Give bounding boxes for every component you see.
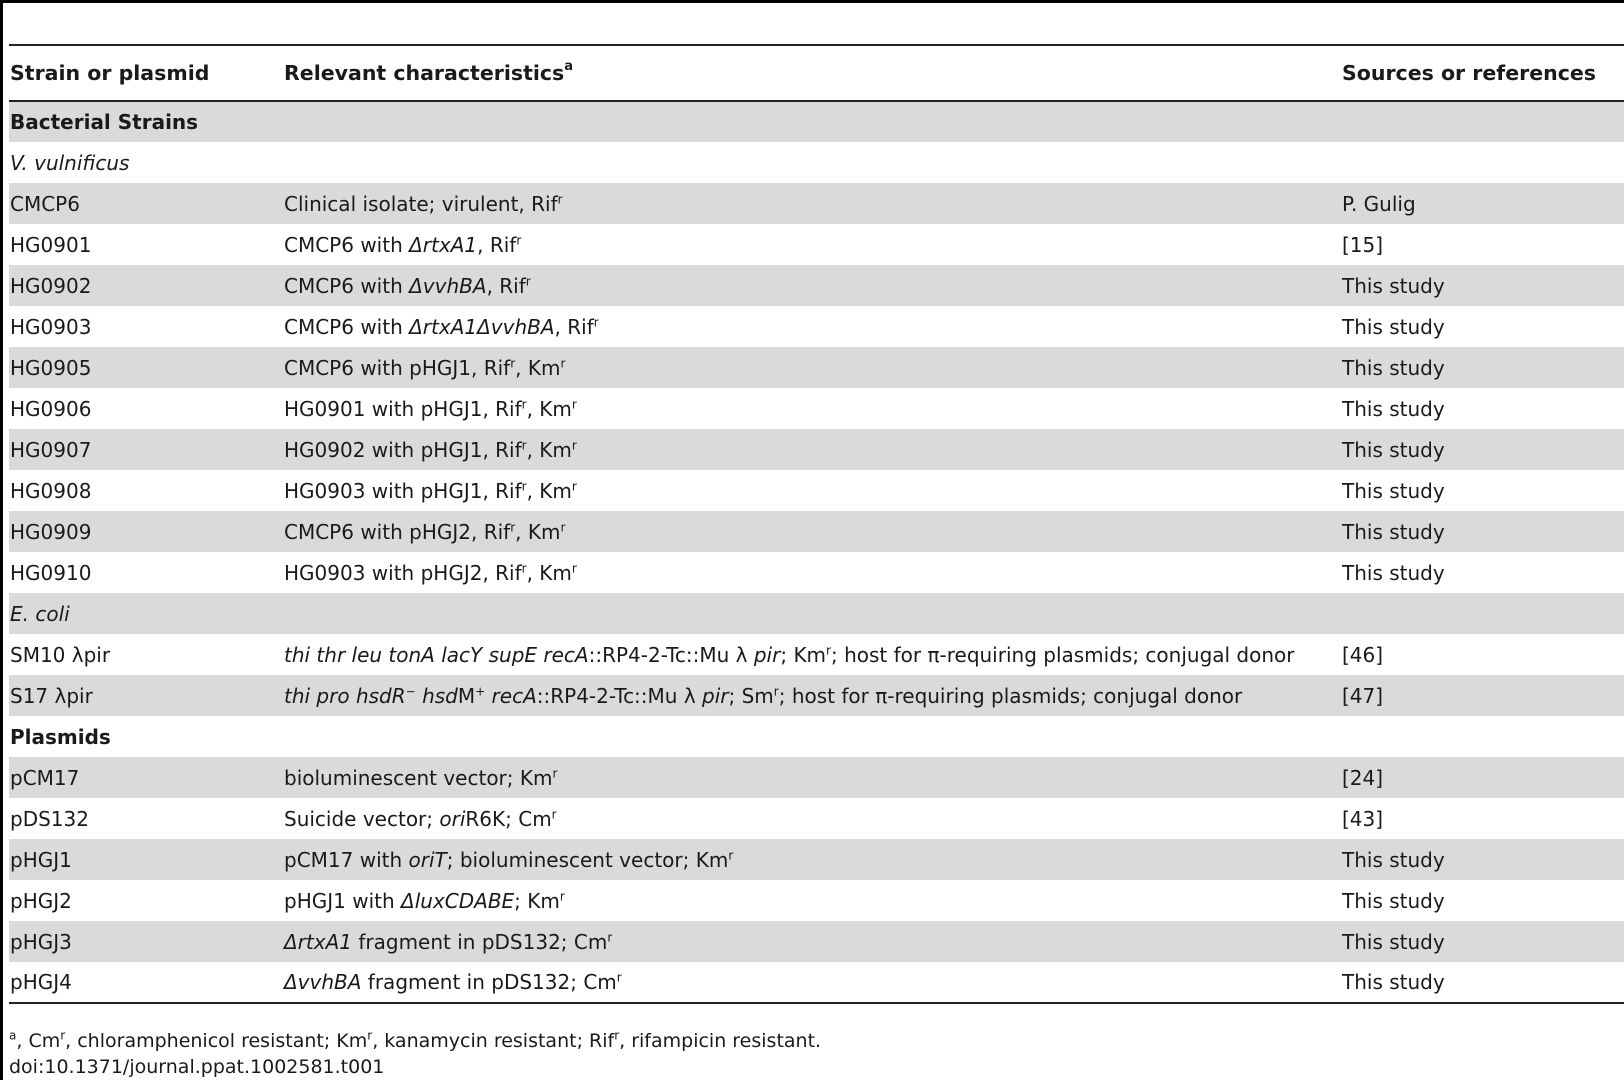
doi-text: doi:10.1371/journal.ppat.1002581.t001 xyxy=(9,1056,385,1078)
characteristics-cell xyxy=(283,306,1341,347)
characteristics-italic-text: oriT xyxy=(408,847,447,872)
source-text: P. Gulig xyxy=(1342,191,1416,216)
section-header-row xyxy=(9,101,1624,142)
characteristics-italic-text: pir xyxy=(702,683,729,708)
characteristics-italic-text: ΔvvhBA xyxy=(284,970,362,994)
characteristics-superscript: r xyxy=(773,683,779,698)
source-text: This study xyxy=(1342,970,1445,994)
source-text: [46] xyxy=(1342,642,1384,667)
source-cell xyxy=(1341,757,1624,798)
characteristics-superscript: − xyxy=(405,683,416,698)
characteristics-text: pCM17 with xyxy=(284,847,409,872)
characteristics-cell xyxy=(283,224,1341,265)
strain-name-text: HG0908 xyxy=(10,478,92,503)
strain-name-cell xyxy=(9,470,283,511)
source-cell xyxy=(1341,962,1624,1003)
strain-name-text: E. coli xyxy=(10,601,70,626)
characteristics-superscript: + xyxy=(475,683,486,698)
characteristics-superscript: r xyxy=(560,355,566,370)
footnote-text: , chloramphenicol resistant; Km xyxy=(65,1030,368,1052)
characteristics-text: , Km xyxy=(515,355,561,380)
characteristics-superscript: r xyxy=(525,273,531,288)
source-cell xyxy=(1341,470,1624,511)
characteristics-superscript: r xyxy=(521,437,527,452)
table-row xyxy=(9,470,1624,511)
header-sources-or-references xyxy=(1341,45,1624,101)
strain-name-cell xyxy=(9,101,283,142)
characteristics-cell xyxy=(283,429,1341,470)
characteristics-italic-text: ΔrtxA1 xyxy=(409,232,478,257)
header-col2-footnote-marker: a xyxy=(564,59,574,75)
characteristics-superscript: r xyxy=(571,396,577,411)
characteristics-cell xyxy=(283,388,1341,429)
characteristics-text: CMCP6 with xyxy=(284,232,410,257)
source-text: [47] xyxy=(1342,683,1384,708)
strain-name-cell xyxy=(9,429,283,470)
strain-name-cell xyxy=(9,757,283,798)
header-col1-label: Strain or plasmid xyxy=(10,61,210,85)
strain-name-text: CMCP6 xyxy=(10,191,80,216)
footnote-text: , Cm xyxy=(16,1030,61,1052)
strain-name-cell xyxy=(9,634,283,675)
characteristics-text: CMCP6 with pHGJ2, Rif xyxy=(284,519,511,544)
source-cell xyxy=(1341,675,1624,716)
characteristics-italic-text: ΔrtxA1ΔvvhBA xyxy=(409,314,555,339)
characteristics-text: ::RP4-2-Tc::Mu λ xyxy=(536,683,703,708)
characteristics-cell xyxy=(283,470,1341,511)
source-text: This study xyxy=(1342,355,1445,380)
characteristics-cell xyxy=(283,839,1341,880)
source-text: [24] xyxy=(1342,765,1384,790)
characteristics-superscript: r xyxy=(560,519,566,534)
source-cell xyxy=(1341,839,1624,880)
table-row xyxy=(9,798,1624,839)
strain-name-cell xyxy=(9,388,283,429)
source-cell xyxy=(1341,880,1624,921)
strain-name-text: HG0910 xyxy=(10,560,92,585)
strain-name-cell xyxy=(9,962,283,1003)
table-row xyxy=(9,388,1624,429)
characteristics-text: ; Km xyxy=(780,642,827,667)
characteristics-text: R6K; Cm xyxy=(465,806,552,831)
table-row xyxy=(9,347,1624,388)
characteristics-cell xyxy=(283,265,1341,306)
source-text: This study xyxy=(1342,314,1445,339)
strain-name-text: HG0907 xyxy=(10,437,92,462)
strain-name-text: SM10 λpir xyxy=(10,642,111,667)
strain-name-cell xyxy=(9,716,283,757)
characteristics-cell xyxy=(283,716,1341,757)
strain-name-cell xyxy=(9,675,283,716)
footnote-superscript: r xyxy=(614,1028,620,1043)
characteristics-superscript: r xyxy=(510,519,516,534)
characteristics-superscript: r xyxy=(607,929,613,944)
characteristics-superscript: r xyxy=(571,437,577,452)
source-cell xyxy=(1341,183,1624,224)
characteristics-italic-text: ΔrtxA1 xyxy=(284,929,352,954)
source-cell xyxy=(1341,593,1624,634)
strain-name-text: HG0909 xyxy=(10,519,92,544)
top-border-rule xyxy=(0,0,1624,3)
characteristics-cell xyxy=(283,921,1341,962)
table-body xyxy=(9,101,1624,1003)
strain-name-cell xyxy=(9,347,283,388)
characteristics-cell xyxy=(283,183,1341,224)
table-row xyxy=(9,183,1624,224)
header-col2-label: Relevant characteristics xyxy=(284,61,565,85)
source-text: [15] xyxy=(1342,232,1384,257)
characteristics-text: Suicide vector; xyxy=(284,806,440,831)
characteristics-cell xyxy=(283,675,1341,716)
section-header-row xyxy=(9,716,1624,757)
source-cell xyxy=(1341,347,1624,388)
strain-name-text: pHGJ4 xyxy=(10,970,72,994)
characteristics-superscript: r xyxy=(510,355,516,370)
strain-name-cell xyxy=(9,880,283,921)
characteristics-text: , Km xyxy=(526,478,572,503)
characteristics-text: bioluminescent vector; Km xyxy=(284,765,553,790)
characteristics-text: HG0901 with pHGJ1, Rif xyxy=(284,396,522,421)
characteristics-superscript: r xyxy=(557,191,563,206)
characteristics-cell xyxy=(283,880,1341,921)
source-text: This study xyxy=(1342,929,1445,954)
footnote-superscript: r xyxy=(367,1028,373,1043)
source-cell xyxy=(1341,265,1624,306)
source-cell xyxy=(1341,142,1624,183)
characteristics-text: CMCP6 with xyxy=(284,314,410,339)
header-col3-label: Sources or references xyxy=(1342,61,1596,85)
left-border-rule xyxy=(0,0,3,1080)
characteristics-superscript: r xyxy=(593,314,599,329)
table-row xyxy=(9,880,1624,921)
strain-name-text: V. vulnificus xyxy=(10,150,130,175)
source-text: This study xyxy=(1342,519,1445,544)
strain-name-text: HG0903 xyxy=(10,314,92,339)
characteristics-italic-text: ori xyxy=(439,806,466,831)
characteristics-cell xyxy=(283,962,1341,1003)
characteristics-text: M xyxy=(457,683,476,708)
characteristics-text: CMCP6 with xyxy=(284,273,410,298)
characteristics-text: , Rif xyxy=(486,273,526,298)
characteristics-italic-text: ΔluxCDABE xyxy=(401,888,515,913)
strain-name-cell xyxy=(9,183,283,224)
source-text: This study xyxy=(1342,560,1445,585)
source-text: This study xyxy=(1342,888,1445,913)
characteristics-cell xyxy=(283,757,1341,798)
strains-plasmids-table-container xyxy=(9,44,1624,1004)
characteristics-superscript: r xyxy=(826,642,831,657)
strain-name-cell xyxy=(9,224,283,265)
source-cell xyxy=(1341,552,1624,593)
characteristics-cell xyxy=(283,798,1341,839)
source-text: This study xyxy=(1342,437,1445,462)
characteristics-text: , Km xyxy=(526,396,572,421)
table-row xyxy=(9,306,1624,347)
footnote-superscript: a xyxy=(9,1028,17,1043)
strain-name-text: Plasmids xyxy=(10,724,111,749)
strain-name-cell xyxy=(9,552,283,593)
organism-group-row xyxy=(9,593,1624,634)
characteristics-superscript: r xyxy=(571,478,577,493)
table-row xyxy=(9,634,1624,675)
characteristics-superscript: r xyxy=(516,232,522,247)
characteristics-cell xyxy=(283,511,1341,552)
characteristics-superscript: r xyxy=(521,560,527,575)
characteristics-text: ::RP4-2-Tc::Mu λ xyxy=(588,642,754,667)
strain-name-text: HG0901 xyxy=(10,232,92,257)
footnote-text: , rifampicin resistant. xyxy=(619,1030,822,1052)
characteristics-text: , Rif xyxy=(554,314,594,339)
table-row xyxy=(9,511,1624,552)
source-text: This study xyxy=(1342,273,1445,298)
table-row xyxy=(9,921,1624,962)
characteristics-text: ; Sm xyxy=(728,683,774,708)
characteristics-superscript: r xyxy=(521,478,527,493)
table-footnote xyxy=(9,1028,821,1054)
strain-name-cell xyxy=(9,798,283,839)
characteristics-text: HG0903 with pHGJ2, Rif xyxy=(284,560,522,585)
characteristics-cell xyxy=(283,634,1341,675)
characteristics-italic-text: ΔvvhBA xyxy=(409,273,487,298)
strain-name-text: HG0906 xyxy=(10,396,92,421)
characteristics-text: fragment in pDS132; Cm xyxy=(352,929,608,954)
characteristics-text: pHGJ1 with xyxy=(284,888,402,913)
table-row xyxy=(9,757,1624,798)
characteristics-superscript: r xyxy=(728,847,734,862)
characteristics-superscript: r xyxy=(551,806,557,821)
table-row xyxy=(9,224,1624,265)
characteristics-text: , Rif xyxy=(477,232,517,257)
characteristics-text: ; host for π-requiring plasmids; conjugal donor xyxy=(778,683,1243,708)
characteristics-text: , Km xyxy=(515,519,561,544)
footnote-text: , kanamycin resistant; Rif xyxy=(372,1030,615,1052)
characteristics-italic-text: thi thr leu tonA lacY supE recA xyxy=(284,642,589,667)
characteristics-cell xyxy=(283,593,1341,634)
strain-name-cell xyxy=(9,265,283,306)
strain-name-text: Bacterial Strains xyxy=(10,110,199,134)
strain-name-text: pHGJ3 xyxy=(10,929,72,954)
characteristics-italic-text: hsd xyxy=(422,683,458,708)
characteristics-text: , Km xyxy=(526,437,572,462)
source-cell xyxy=(1341,798,1624,839)
table-row xyxy=(9,962,1624,1003)
source-text: This study xyxy=(1342,478,1445,503)
characteristics-cell xyxy=(283,101,1341,142)
strain-name-text: S17 λpir xyxy=(10,683,93,708)
strain-name-cell xyxy=(9,593,283,634)
source-text: This study xyxy=(1342,396,1445,421)
table-row xyxy=(9,839,1624,880)
strain-name-cell xyxy=(9,921,283,962)
source-cell xyxy=(1341,921,1624,962)
characteristics-text: HG0902 with pHGJ1, Rif xyxy=(284,437,522,462)
table-row xyxy=(9,429,1624,470)
characteristics-text: ; Km xyxy=(514,888,560,913)
characteristics-text: HG0903 with pHGJ1, Rif xyxy=(284,478,522,503)
strain-name-text: pDS132 xyxy=(10,806,89,831)
strain-name-text: HG0902 xyxy=(10,273,92,298)
strain-name-text: HG0905 xyxy=(10,355,92,380)
source-cell xyxy=(1341,306,1624,347)
characteristics-text: , Km xyxy=(526,560,572,585)
characteristics-cell xyxy=(283,142,1341,183)
table-row xyxy=(9,552,1624,593)
strain-name-cell xyxy=(9,142,283,183)
header-strain-or-plasmid xyxy=(9,45,283,101)
characteristics-text: ; host for π-requiring plasmids; conjugal donor xyxy=(830,642,1295,667)
strain-name-cell xyxy=(9,839,283,880)
strains-plasmids-table xyxy=(9,44,1624,1004)
table-header xyxy=(9,45,1624,101)
strain-name-cell xyxy=(9,511,283,552)
characteristics-italic-text: pir xyxy=(753,642,781,667)
table-row xyxy=(9,675,1624,716)
characteristics-italic-text: thi pro hsdR xyxy=(284,683,406,708)
characteristics-italic-text: recA xyxy=(491,683,537,708)
source-cell xyxy=(1341,634,1624,675)
characteristics-superscript: r xyxy=(616,970,622,985)
characteristics-text: fragment in pDS132; Cm xyxy=(361,970,617,994)
characteristics-superscript: r xyxy=(552,765,558,780)
source-cell xyxy=(1341,429,1624,470)
characteristics-text: Clinical isolate; virulent, Rif xyxy=(284,191,558,216)
characteristics-cell xyxy=(283,347,1341,388)
strain-name-text: pCM17 xyxy=(10,765,80,790)
characteristics-text: CMCP6 with pHGJ1, Rif xyxy=(284,355,511,380)
footnote-superscript: r xyxy=(60,1028,66,1043)
characteristics-superscript: r xyxy=(571,560,577,575)
organism-group-row xyxy=(9,142,1624,183)
table-row xyxy=(9,265,1624,306)
characteristics-superscript: r xyxy=(521,396,527,411)
source-text: This study xyxy=(1342,847,1445,872)
source-cell xyxy=(1341,224,1624,265)
characteristics-text: ; bioluminescent vector; Km xyxy=(446,847,729,872)
strain-name-text: pHGJ1 xyxy=(10,847,72,872)
characteristics-superscript: r xyxy=(559,888,565,903)
header-row xyxy=(9,45,1624,101)
source-text: [43] xyxy=(1342,806,1384,831)
strain-name-text: pHGJ2 xyxy=(10,888,72,913)
source-cell xyxy=(1341,511,1624,552)
source-cell xyxy=(1341,101,1624,142)
strain-name-cell xyxy=(9,306,283,347)
characteristics-cell xyxy=(283,552,1341,593)
source-cell xyxy=(1341,716,1624,757)
header-relevant-characteristics xyxy=(283,45,1341,101)
source-cell xyxy=(1341,388,1624,429)
